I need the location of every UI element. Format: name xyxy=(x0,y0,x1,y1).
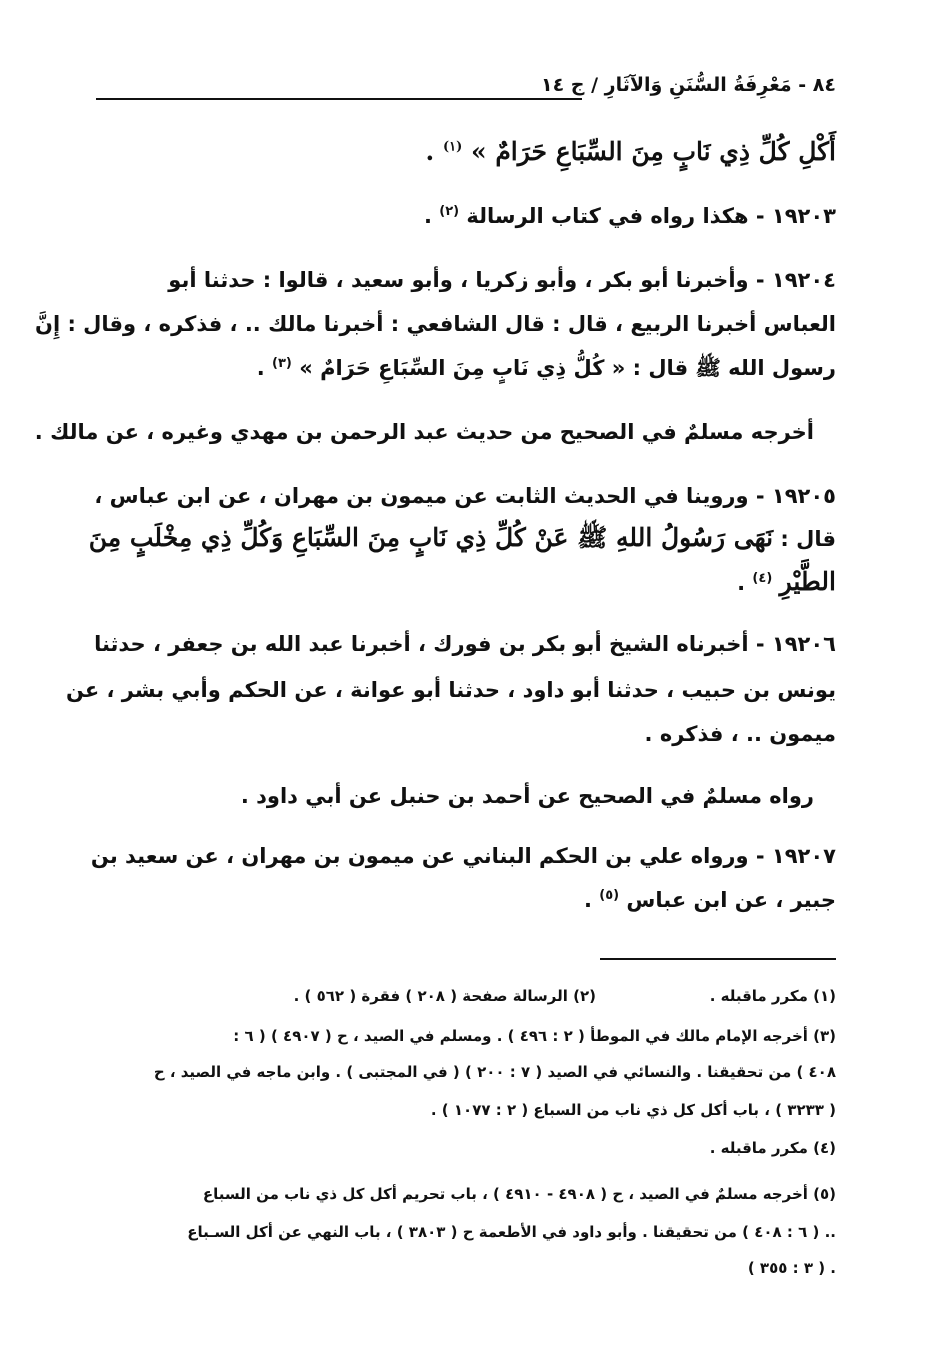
paragraph-line: العباس أخبرنا الربيع ، قال : قال الشافعي : أخبرنا مالك .. ، فذكره ، وقال : إِنَّ xyxy=(35,312,836,336)
paragraph-line: ١٩٢٠٦ - أخبرناه الشيخ أبو بكر بن فورك ، أخبرنا عبد الله بن جعفر ، حدثنا xyxy=(94,632,836,656)
paragraph-text: رسول الله ﷺ قال : « كُلُّ ذِي نَابٍ مِنَ السِّبَاعِ حَرَامٌ » xyxy=(299,356,836,380)
footnote-3-line: (٣) أخرجه الإمام مالك في الموطأ ( ٢ : ٤٩٦ ) . ومسلم في الصيد ، ح ( ٤٩٠٧ ) ( ٦ : xyxy=(233,1027,836,1045)
paragraph-line xyxy=(100,566,836,600)
page-header xyxy=(96,74,836,104)
paragraph-line: ميمون .. ، فذكره . xyxy=(644,722,836,746)
footnote-divider xyxy=(600,958,836,960)
footnote-ref: (١) xyxy=(442,139,463,155)
paragraph-line: ١٩٢٠٤ - وأخبرنا أبو بكر ، وأبو زكريا ، وأبو سعيد ، قالوا : حدثنا أبو xyxy=(168,268,836,292)
paragraph-line: ١٩٢٠٧ - ورواه علي بن الحكم البناني عن ميمون بن مهران ، عن سعيد بن xyxy=(90,844,836,868)
footnote-5-line: (٥) أخرجه مسلمٌ في الصيد ، ح ( ٤٩٠٨ - ٤٩١٠ ) ، باب تحريم أكل كل ذي ناب من السباع xyxy=(202,1185,836,1203)
footnote-2: (٢) الرسالة صفحة ( ٢٠٨ ) فقرة ( ٥٦٢ ) . xyxy=(293,987,596,1005)
paragraph-line: ١٩٢٠٥ - وروينا في الحديث الثابت عن ميمون بن مهران ، عن ابن عباس ، xyxy=(94,484,836,508)
footnote-3-line: ٤٠٨ ) من تحقيقنا . والنسائي في الصيد ( ٧ : ٢٠٠ ) ( في المجتبى ) . وابن ماجه في الصيد ، ح xyxy=(153,1063,836,1081)
footnote-ref: (٥) xyxy=(599,888,620,903)
footnote-3-line: ( ٣٢٣٣ ) ، باب أكل كل ذي ناب من السباع ( ٢ : ١٠٧٧ ) . xyxy=(430,1101,836,1119)
paragraph-line xyxy=(88,522,836,556)
footnote-5-line: . ( ٣ : ٣٥٥ ) xyxy=(747,1259,836,1277)
footnote-ref: (٤) xyxy=(752,571,773,586)
paragraph-19203 xyxy=(100,200,836,234)
sentence-end: . xyxy=(423,204,432,228)
paragraph-line xyxy=(100,352,836,386)
running-title: ٨٤ - مَعْرِفَةُ السُّنَنِ وَالآثَارِ / ج ١٤ xyxy=(540,74,836,96)
paragraph-line xyxy=(100,884,836,918)
paragraph-text: ١٩٢٠٣ - هكذا رواه في كتاب الرسالة xyxy=(466,204,836,228)
hadith-text: الطَّيْرِ xyxy=(779,567,836,596)
footnote-row xyxy=(100,984,836,1010)
header-rule xyxy=(96,98,582,100)
footnote-5-line: .. ( ٦ : ٤٠٨ ) من تحقيقنا . وأبو داود في الأطعمة ح ( ٣٨٠٣ ) ، باب النهي عن أكل السـباع xyxy=(187,1223,836,1241)
paragraph-text: قال : xyxy=(780,527,836,551)
hadith-text: نَهَى رَسُولُ اللهِ ﷺ عَنْ كُلِّ ذِي نَابٍ مِنَ السِّبَاعِ وَكُلِّ ذِي مِخْلَبٍ مِنَ xyxy=(88,523,774,552)
footnote-1: (١) مكرر ماقبله . xyxy=(709,987,836,1005)
paragraph-line: أخرجه مسلمٌ في الصحيح من حديث عبد الرحمن بن مهدي وغيره ، عن مالك . xyxy=(34,420,814,444)
footnote-4: (٤) مكرر ماقبله . xyxy=(709,1139,836,1157)
sentence-end: . xyxy=(425,137,435,166)
footnote-ref: (٢) xyxy=(439,204,460,219)
paragraph-line: يونس بن حبيب ، حدثنا أبو داود ، حدثنا أبو عوانة ، عن الحكم وأبي بشر ، عن xyxy=(65,678,836,702)
paragraph-line: رواه مسلمٌ في الصحيح عن أحمد بن حنبل عن أبي داود . xyxy=(240,784,814,808)
footnote-ref: (٣) xyxy=(272,356,292,371)
paragraph-text: جبير ، عن ابن عباس xyxy=(626,888,836,912)
hadith-line xyxy=(100,136,836,170)
sentence-end: . xyxy=(256,356,265,380)
sentence-end: . xyxy=(583,888,592,912)
hadith-text: أَكْلِ كُلِّ ذِي نَابٍ مِنَ السِّبَاعِ حَرَامٌ » xyxy=(470,137,836,166)
sentence-end: . xyxy=(737,571,746,595)
